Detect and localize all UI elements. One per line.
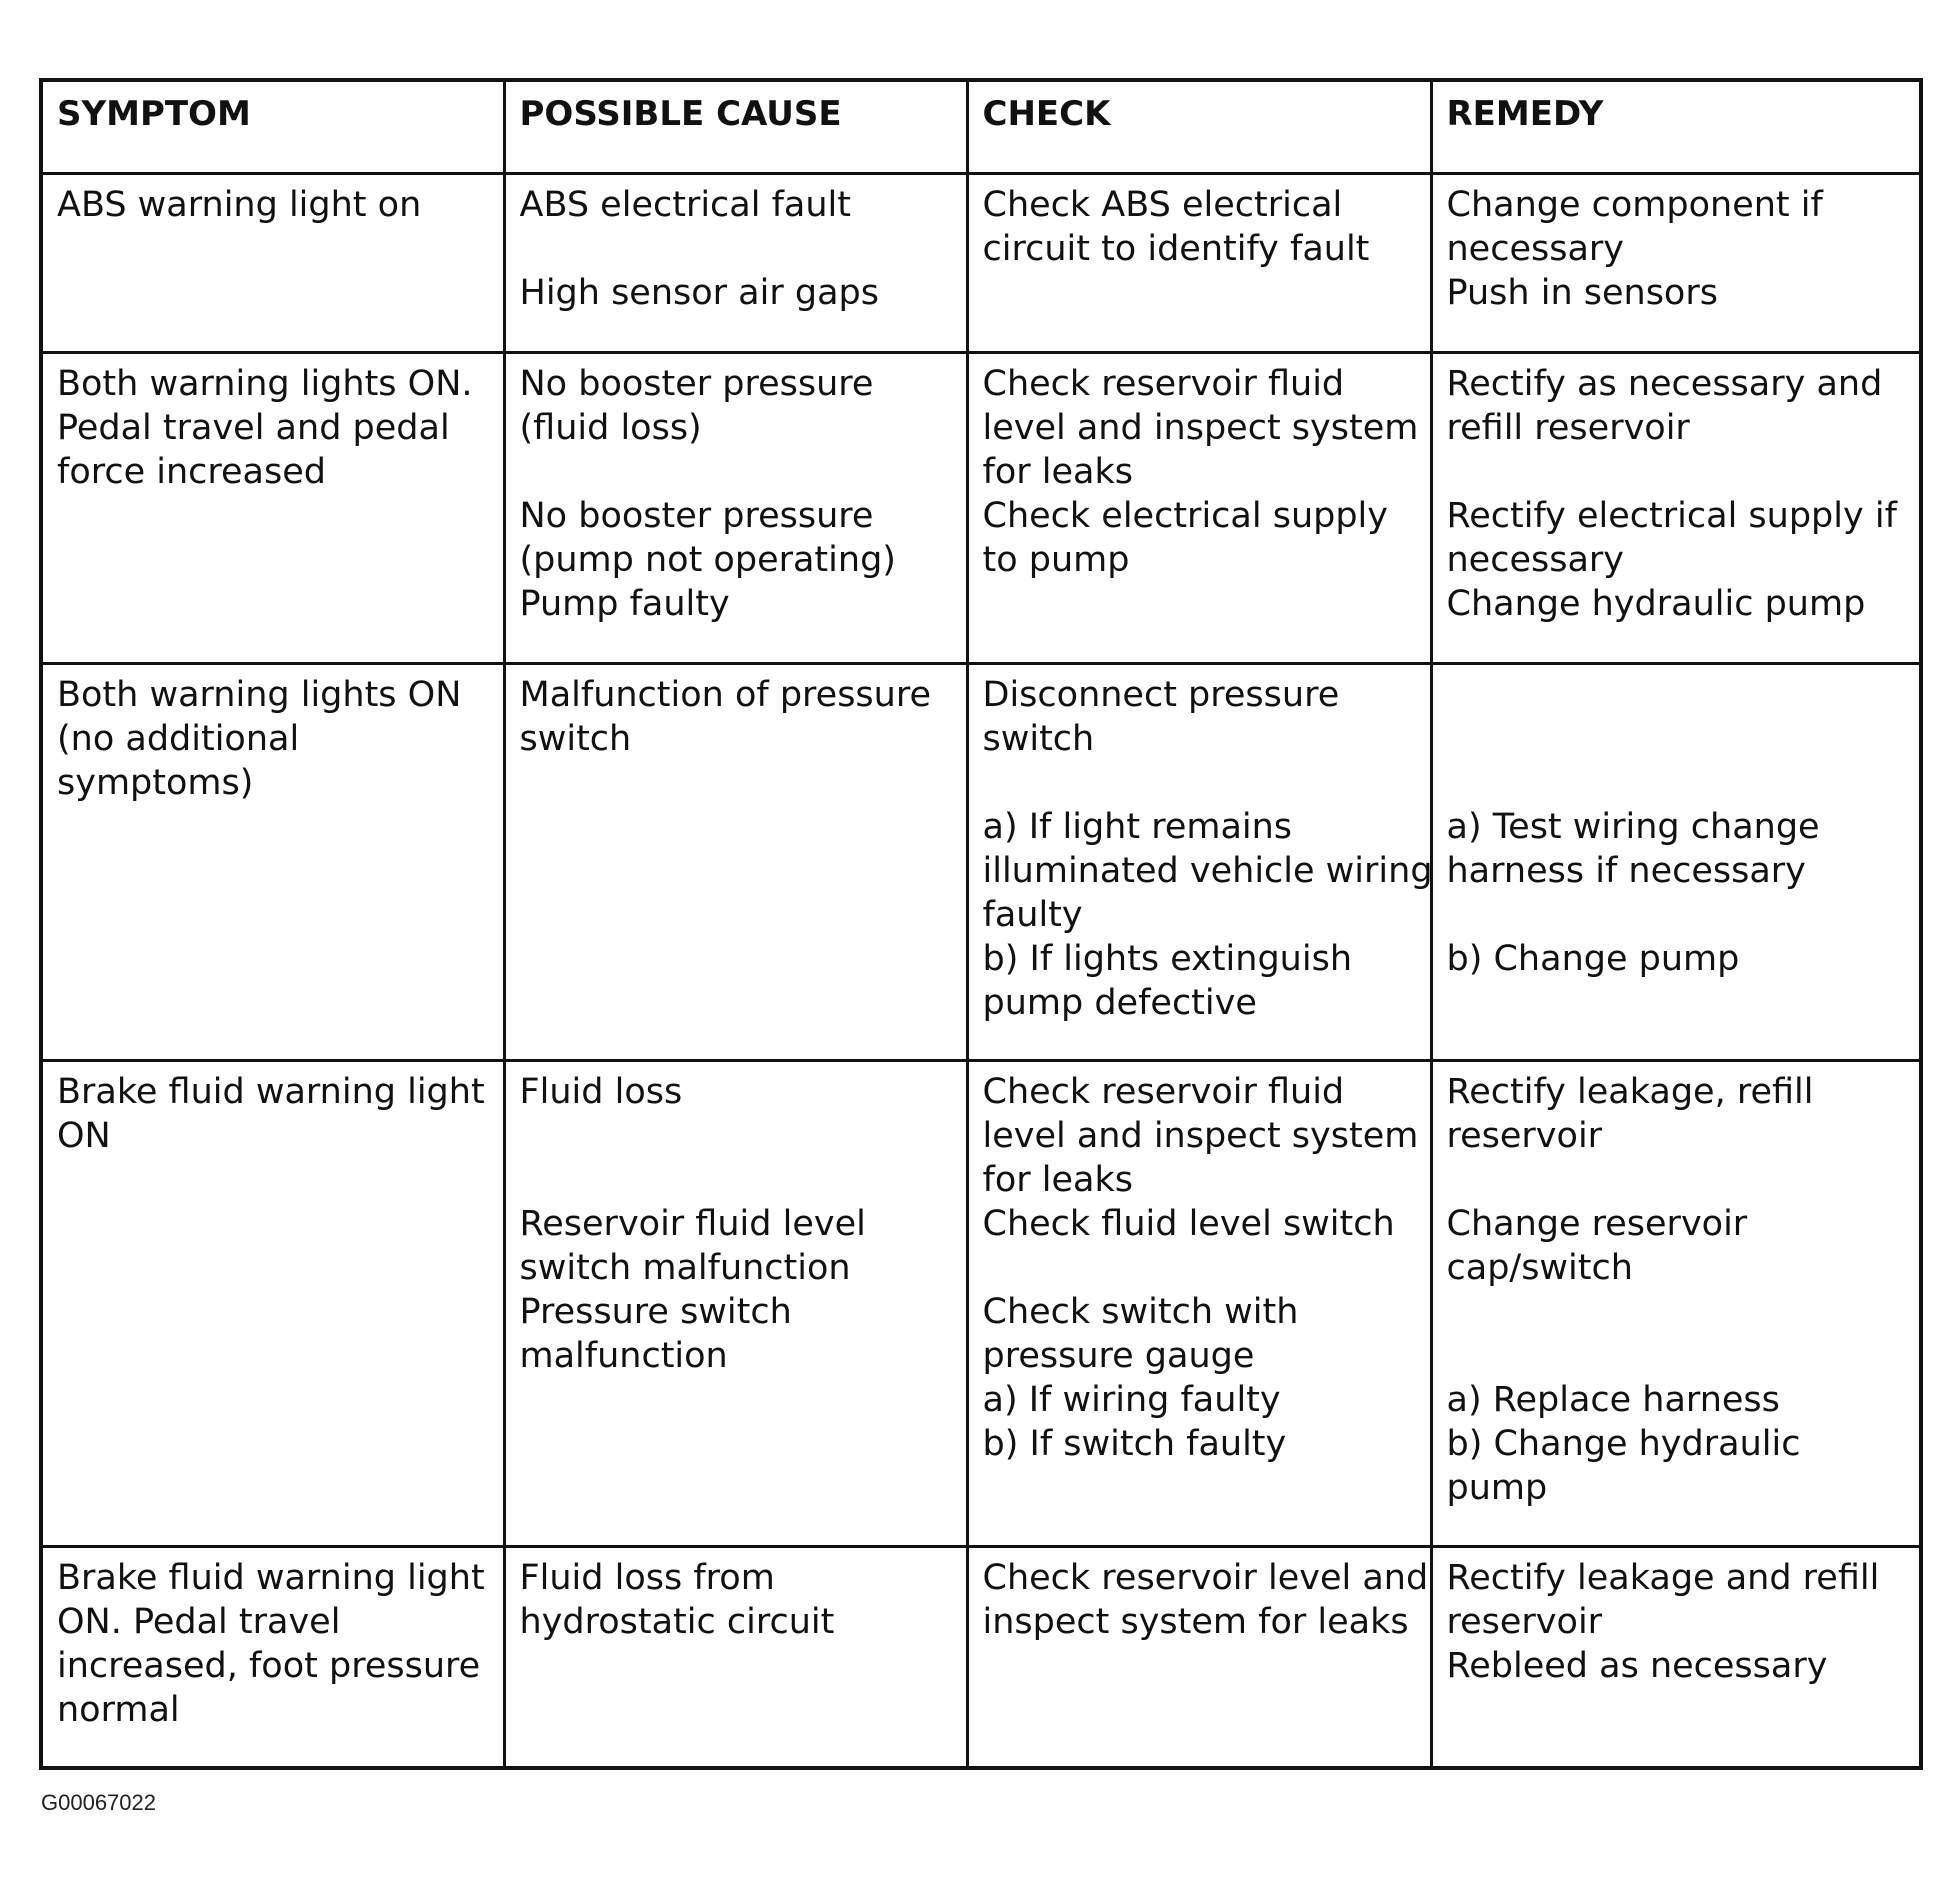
possible-cause-cell <box>504 353 967 664</box>
cell-line: ABS warning light on <box>57 185 422 225</box>
cell-line: a) If wiring faulty <box>982 1380 1281 1420</box>
cell-line: No booster pressure <box>519 364 874 404</box>
cell-line: Reservoir fluid level <box>519 1204 866 1244</box>
cell-line: Check reservoir fluid <box>982 364 1345 404</box>
cell-line: reservoir <box>1446 1116 1603 1156</box>
cell-line: level and inspect system <box>982 408 1419 448</box>
check-cell <box>967 174 1431 353</box>
cell-line: Both warning lights ON <box>57 675 462 715</box>
cell-line: b) Change pump <box>1446 939 1740 979</box>
line-gap <box>520 1158 952 1202</box>
cell-line: Pedal travel and pedal <box>57 408 450 448</box>
cell-line: ON. Pedal travel <box>57 1602 341 1642</box>
line-gap <box>1447 450 1906 494</box>
header-check: CHECK <box>967 80 1431 174</box>
symptom-cell <box>41 353 504 664</box>
cell-line: High sensor air gaps <box>519 273 879 313</box>
remedy-cell <box>1431 1547 1921 1769</box>
cell-line: normal <box>57 1690 180 1730</box>
cell-line: Both warning lights ON. <box>57 364 473 404</box>
line-gap <box>1447 673 1906 717</box>
cell-line: Rebleed as necessary <box>1446 1646 1828 1686</box>
cell-line: force increased <box>57 452 326 492</box>
cell-line: b) If switch faulty <box>982 1424 1287 1464</box>
remedy-cell <box>1431 1061 1921 1547</box>
cell-line: Check reservoir fluid <box>982 1072 1345 1112</box>
cell-line: switch <box>519 719 632 759</box>
line-gap <box>983 1246 1416 1290</box>
cell-line: Check reservoir level and <box>982 1558 1429 1598</box>
cell-line: Push in sensors <box>1446 273 1718 313</box>
cell-line: Malfunction of pressure <box>519 675 932 715</box>
cell-line: hydrostatic circuit <box>519 1602 835 1642</box>
cell-line: to pump <box>982 540 1130 580</box>
cell-line: Change reservoir <box>1446 1204 1748 1244</box>
cell-line: b) If lights extinguish <box>982 939 1352 979</box>
line-gap <box>1447 761 1906 805</box>
cell-line: Brake fluid warning light <box>57 1072 485 1112</box>
line-gap <box>1447 717 1906 761</box>
table-row <box>41 353 1921 664</box>
cell-line: ABS electrical fault <box>519 185 851 225</box>
cell-line: (no additional <box>57 719 300 759</box>
cell-line: circuit to identify fault <box>982 229 1370 269</box>
cell-line: Rectify as necessary and <box>1446 364 1883 404</box>
diagnosis-table <box>39 78 1923 1770</box>
line-gap <box>520 450 952 494</box>
table-row <box>41 1061 1921 1547</box>
cell-line: harness if necessary <box>1446 851 1806 891</box>
cell-line: illuminated vehicle wiring <box>982 851 1433 891</box>
cell-line: switch <box>982 719 1095 759</box>
cell-line: Check fluid level switch <box>982 1204 1395 1244</box>
cell-line: Rectify leakage and refill <box>1446 1558 1880 1598</box>
cell-line: (pump not operating) <box>519 540 896 580</box>
cell-line: for leaks <box>982 1160 1133 1200</box>
possible-cause-cell <box>504 1061 967 1547</box>
cell-line: a) Replace harness <box>1446 1380 1780 1420</box>
cell-line: necessary <box>1446 229 1625 269</box>
line-gap <box>1447 893 1906 937</box>
cell-line: pump <box>1446 1468 1548 1508</box>
possible-cause-cell <box>504 174 967 353</box>
possible-cause-cell <box>504 664 967 1061</box>
cell-line: Change component if <box>1446 185 1823 225</box>
cell-line: Rectify leakage, refill <box>1446 1072 1814 1112</box>
cell-line: Change hydraulic pump <box>1446 584 1866 624</box>
cell-line: ON <box>57 1116 111 1156</box>
header-remedy: REMEDY <box>1431 80 1921 174</box>
check-cell <box>967 1061 1431 1547</box>
symptom-cell <box>41 174 504 353</box>
cell-line: refill reservoir <box>1446 408 1690 448</box>
line-gap <box>1447 1334 1906 1378</box>
header-symptom: SYMPTOM <box>41 80 504 174</box>
symptom-cell <box>41 664 504 1061</box>
cell-line: malfunction <box>519 1336 728 1376</box>
cell-line: (fluid loss) <box>519 408 702 448</box>
cell-line: Pressure switch <box>519 1292 792 1332</box>
possible-cause-cell <box>504 1547 967 1769</box>
check-cell <box>967 353 1431 664</box>
cell-line: a) If light remains <box>982 807 1293 847</box>
cell-line: cap/switch <box>1446 1248 1633 1288</box>
cell-line: faulty <box>982 895 1083 935</box>
cell-line: Check switch with <box>982 1292 1299 1332</box>
cell-line: level and inspect system <box>982 1116 1419 1156</box>
remedy-cell <box>1431 664 1921 1061</box>
cell-line: increased, foot pressure <box>57 1646 481 1686</box>
table-row <box>41 664 1921 1061</box>
cell-line: switch malfunction <box>519 1248 851 1288</box>
table-row <box>41 174 1921 353</box>
cell-line: Disconnect pressure <box>982 675 1340 715</box>
symptom-cell <box>41 1547 504 1769</box>
cell-line: inspect system for leaks <box>982 1602 1409 1642</box>
cell-line: for leaks <box>982 452 1133 492</box>
cell-line: b) Change hydraulic <box>1446 1424 1801 1464</box>
cell-line: symptoms) <box>57 763 254 803</box>
check-cell <box>967 664 1431 1061</box>
header-row <box>41 80 1921 174</box>
cell-line: necessary <box>1446 540 1625 580</box>
cell-line: No booster pressure <box>519 496 874 536</box>
line-gap <box>520 1114 952 1158</box>
cell-line: reservoir <box>1446 1602 1603 1642</box>
cell-line: Fluid loss <box>519 1072 683 1112</box>
remedy-cell <box>1431 174 1921 353</box>
table-row <box>41 1547 1921 1769</box>
cell-line: Brake fluid warning light <box>57 1558 485 1598</box>
cell-line: pressure gauge <box>982 1336 1255 1376</box>
cell-line: pump defective <box>982 983 1257 1023</box>
cell-line: Rectify electrical supply if <box>1446 496 1897 536</box>
line-gap <box>520 227 952 271</box>
cell-line: Check electrical supply <box>982 496 1388 536</box>
line-gap <box>983 761 1416 805</box>
check-cell <box>967 1547 1431 1769</box>
line-gap <box>1447 1290 1906 1334</box>
line-gap <box>1447 1158 1906 1202</box>
cell-line: a) Test wiring change <box>1446 807 1820 847</box>
symptom-cell <box>41 1061 504 1547</box>
cell-line: Pump faulty <box>519 584 730 624</box>
cell-line: Check ABS electrical <box>982 185 1343 225</box>
figure-id: G00067022 <box>41 1790 156 1815</box>
remedy-cell <box>1431 353 1921 664</box>
cell-line: Fluid loss from <box>519 1558 775 1598</box>
header-possible-cause: POSSIBLE CAUSE <box>504 80 967 174</box>
